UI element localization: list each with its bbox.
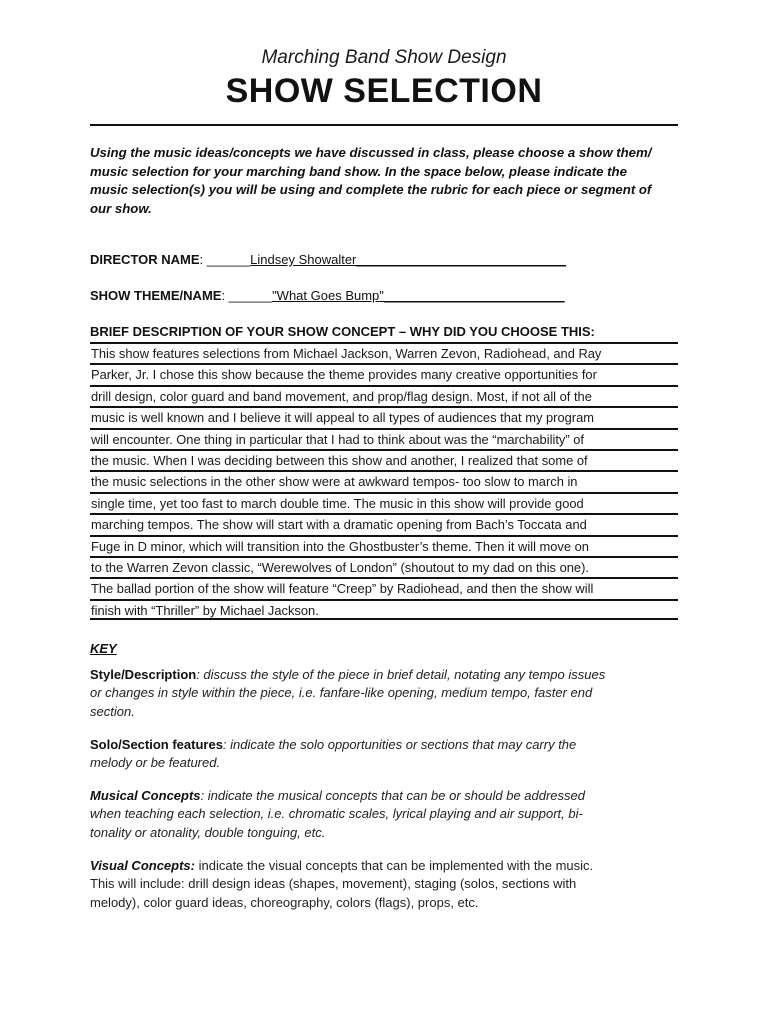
key-term-style: Style/Description [90,667,197,682]
key-body-line: melody or be featured. [90,755,221,771]
show-theme-label: SHOW THEME/NAME [90,288,222,303]
description-lines [90,342,678,620]
director-name-separator: : ______ [199,252,251,267]
description-line: will encounter. One thing in particular that I had to think about was the “marchability” of [90,428,678,449]
key-term-musical: Musical Concepts [90,788,201,803]
description-line: single time, yet too fast to march double time. The music in this show will provide good [90,492,678,513]
director-name-field [90,252,566,267]
director-name-label: DIRECTOR NAME [90,252,200,267]
key-solo-section [90,736,680,773]
key-heading: KEY [90,641,117,656]
show-theme-field [90,288,565,303]
key-style-description [90,666,680,721]
description-line: Fuge in D minor, which will transition into the Ghostbuster’s theme. Then it will move on [90,535,678,556]
description-line: drill design, color guard and band movement, and prop/flag design. Most, if not all of the [90,385,678,406]
key-term-solo: Solo/Section features [90,737,223,752]
description-line: to the Warren Zevon classic, “Werewolves of London” (shoutout to my dad on this one). [90,556,678,577]
description-line: music is well known and I believe it will appeal to all types of audiences that my program [90,406,678,427]
intro-line: our show. [90,200,152,216]
key-body-line: tonality or atonality, double tonguing, etc. [90,824,326,840]
show-theme-separator: : ______ [221,288,273,303]
description-heading: BRIEF DESCRIPTION OF YOUR SHOW CONCEPT – WHY DID YOU CHOOSE THIS: [90,324,595,339]
key-body-line: melody), color guard ideas, choreography, colors (flags), props, etc. [90,894,479,910]
key-body-line: : discuss the style of the piece in brief detail, notating any tempo issues [196,667,606,682]
key-body-line: : indicate the musical concepts that can be or should be addressed [200,788,585,803]
intro-line: Using the music ideas/concepts we have discussed in class, please choose a show them/ [90,145,652,160]
intro-paragraph [90,144,680,218]
document-subtitle: Marching Band Show Design [261,47,507,68]
description-line: The ballad portion of the show will feature “Creep” by Radiohead, and then the show will [90,577,678,598]
description-line: This show features selections from Michael Jackson, Warren Zevon, Radiohead, and Ray [90,342,678,363]
key-body-line: This will include: drill design ideas (shapes, movement), staging (solos, sections with [90,876,577,892]
title-divider [90,124,678,126]
description-line: finish with “Thriller” by Michael Jackson. [90,599,678,620]
description-line: the music selections in the other show were at awkward tempos- too slow to march in [90,470,678,491]
key-musical-concepts [90,787,680,842]
key-body-line: : indicate the solo opportunities or sections that may carry the [222,737,577,752]
key-body-line: section. [90,703,135,719]
director-name-value: Lindsey Showalter_____________________________ [250,252,567,267]
key-body-line: or changes in style within the piece, i.e. fanfare-like opening, medium tempo, faster end [90,685,593,701]
key-visual-concepts [90,857,680,912]
intro-line: music selection for your marching band show. In the space below, please indicate the [90,163,627,179]
document-title: SHOW SELECTION [225,72,543,110]
show-theme-value: "What Goes Bump"_________________________ [272,288,565,303]
description-line: the music. When I was deciding between this show and another, I realized that some of [90,449,678,470]
key-term-visual: Visual Concepts: [90,858,195,873]
description-line: marching tempos. The show will start with a dramatic opening from Bach’s Toccata and [90,513,678,534]
intro-line: music selection(s) you will be using and complete the rubric for each piece or segment of [90,182,652,197]
key-body-line: indicate the visual concepts that can be implemented with the music. [194,858,594,873]
key-body-line: when teaching each selection, i.e. chromatic scales, lyrical playing and air support, bi- [90,806,583,822]
description-line: Parker, Jr. I chose this show because the theme provides many creative opportunities for [90,363,678,384]
